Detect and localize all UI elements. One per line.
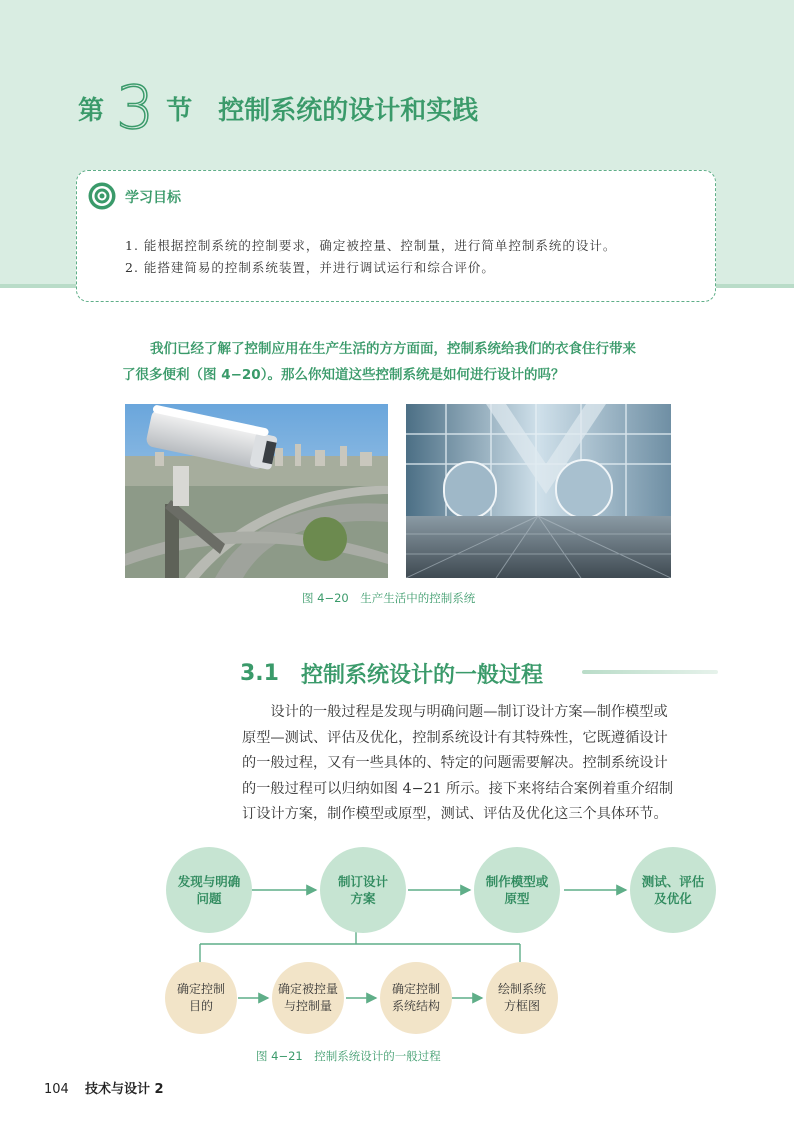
sub-step-label: 目的 <box>188 999 213 1013</box>
photo-surveillance-camera <box>125 404 388 578</box>
learning-goals-box <box>76 170 716 302</box>
flow-step-design-plan <box>320 847 406 933</box>
section-number: 3 <box>116 73 155 143</box>
sub-step-label: 与控制量 <box>283 999 332 1013</box>
subsection-title <box>240 656 543 690</box>
photo-revolving-door <box>406 404 671 578</box>
page-footer <box>44 1078 164 1097</box>
sub-step-system-structure <box>380 962 452 1034</box>
flow-step-label: 及优化 <box>654 891 692 906</box>
section-prefix: 第 <box>78 95 105 126</box>
sub-step-label: 确定控制 <box>176 982 225 996</box>
intro-paragraph <box>122 336 702 388</box>
section-title <box>78 73 479 143</box>
learning-goals-label: 学习目标 <box>125 190 181 206</box>
target-icon <box>87 181 117 211</box>
sub-step-block-diagram <box>486 962 558 1034</box>
flow-step-label: 制订设计 <box>337 874 388 889</box>
figure-caption: 图 4−21 控制系统设计的一般过程 <box>256 1049 441 1063</box>
sub-step-controlled-variables <box>272 962 344 1034</box>
flow-step-label: 测试、评估 <box>641 874 705 889</box>
goal-item: 1. 能根据控制系统的控制要求，确定被控量、控制量，进行简单控制系统的设计。 <box>125 238 617 253</box>
section-suffix: 节 <box>166 95 193 126</box>
body-line: 的一般过程，又有一些具体的、特定的问题需要解决。控制系统设计 <box>242 755 668 772</box>
flow-step-label: 制作模型或 <box>485 874 549 889</box>
sub-step-label: 绘制系统 <box>497 982 546 996</box>
sub-step-label: 确定控制 <box>391 982 440 996</box>
flow-step-label: 发现与明确 <box>177 874 241 889</box>
goal-item: 2. 能搭建简易的控制系统装置，并进行调试运行和综合评价。 <box>125 260 495 275</box>
subsection-number: 3.1 <box>240 660 279 686</box>
flow-step-test-optimize <box>630 847 716 933</box>
figure-caption: 图 4−20 生产生活中的控制系统 <box>302 591 476 605</box>
flow-step-label: 问题 <box>196 891 222 906</box>
body-paragraph <box>242 700 720 828</box>
intro-line: 了很多便利（图 4−20）。那么你知道这些控制系统是如何进行设计的吗？ <box>122 367 565 383</box>
sub-step-control-purpose <box>165 962 237 1034</box>
sub-step-label: 系统结构 <box>391 999 440 1013</box>
subsection-rule <box>582 670 718 674</box>
section-title-text: 控制系统的设计和实践 <box>218 95 479 126</box>
sub-step-label: 方框图 <box>503 999 540 1013</box>
flow-step-label: 原型 <box>504 891 530 906</box>
learning-goals-list <box>125 235 616 279</box>
body-line: 的一般过程可以归纳如图 4−21 所示。接下来将结合案例着重介绍制 <box>242 780 674 797</box>
flow-step-label: 方案 <box>350 891 376 906</box>
body-line: 设计的一般过程是发现与明确问题—制订设计方案—制作模型或 <box>242 704 668 720</box>
flow-step-build-prototype <box>474 847 560 933</box>
body-line: 原型—测试、评估及优化，控制系统设计有其特殊性，它既遵循设计 <box>242 729 668 746</box>
page-number: 104 <box>44 1082 69 1097</box>
flow-step-identify-problem <box>166 847 252 933</box>
book-title: 技术与设计 2 <box>84 1082 164 1097</box>
subsection-title-text: 控制系统设计的一般过程 <box>300 662 543 688</box>
body-line: 订设计方案，制作模型或原型，测试、评估及优化这三个具体环节。 <box>242 806 668 823</box>
sub-step-label: 确定被控量 <box>278 982 339 996</box>
intro-line: 我们已经了解了控制应用在生产生活的方方面面，控制系统给我们的衣食住行带来 <box>150 341 636 357</box>
